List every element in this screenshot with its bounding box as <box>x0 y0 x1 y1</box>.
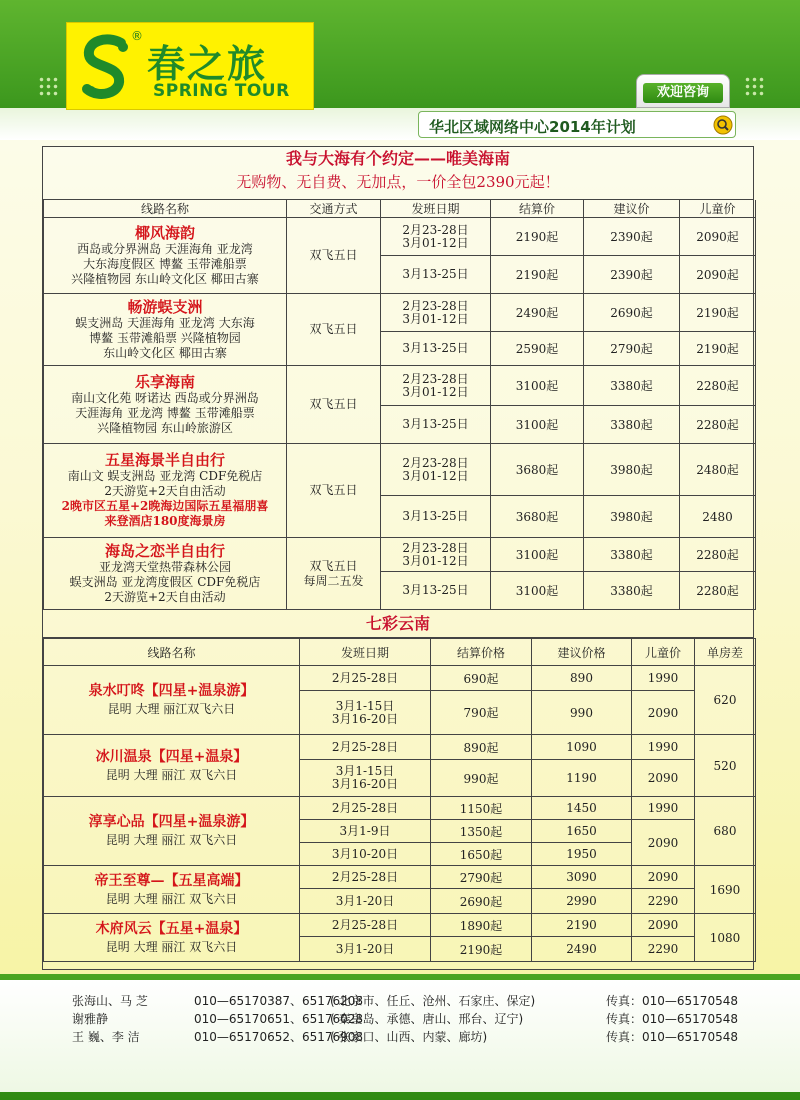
transport-text: 双飞五日 <box>309 322 358 336</box>
departure-date: 2月25-28日 <box>331 800 399 815</box>
departure-date: 3月16-20日 <box>331 711 399 726</box>
route-name: 木府风云【五星+温泉】 <box>95 920 248 937</box>
settle-price: 3680起 <box>491 444 584 496</box>
route-row <box>44 866 756 889</box>
child-price: 2290 <box>632 889 695 914</box>
route-name: 五星海景半自由行 <box>104 451 225 469</box>
departure-date: 3月01-12日 <box>402 384 469 399</box>
settle-price: 2490起 <box>491 294 584 332</box>
suggest-price: 1090 <box>532 735 632 760</box>
departure-date: 2月23-28日 <box>402 455 469 470</box>
settle-price: 2190起 <box>491 256 584 294</box>
settle-price: 2190起 <box>491 218 584 256</box>
child-price: 2090 <box>632 820 695 866</box>
single-room-supplement: 1080 <box>695 914 756 962</box>
contact-areas: ( 张家口、山西、内蒙、廊坊) <box>330 1030 488 1044</box>
route-cell <box>44 797 300 866</box>
child-price: 1990 <box>632 735 695 760</box>
departure-date: 3月1-15日 <box>335 698 395 713</box>
route-name: 海岛之恋半自由行 <box>104 541 225 560</box>
departure-date: 3月13-25日 <box>402 417 469 431</box>
transport-text: 双飞五日 <box>309 248 358 262</box>
route-itinerary: 昆明 大理 丽江 双飞六日 <box>105 833 238 847</box>
suggest-price: 3090 <box>532 866 632 889</box>
departure-dates <box>381 444 491 496</box>
column-header: 儿童价 <box>632 639 695 666</box>
departure-dates <box>300 797 431 820</box>
contact-panel <box>0 980 800 1092</box>
route-attractions: 亚龙湾天堂热带森林公园 <box>98 559 231 574</box>
route-cell <box>44 294 287 366</box>
departure-dates <box>300 937 431 962</box>
departure-date: 2月23-28日 <box>402 298 469 313</box>
departure-date: 3月01-12日 <box>402 553 469 568</box>
route-name: 帝王至尊—【五星高端】 <box>94 872 249 889</box>
departure-date: 3月1-9日 <box>339 823 391 838</box>
hainan-table <box>43 200 756 610</box>
spring-tour-logo-icon <box>77 33 137 101</box>
transport-cell <box>287 218 381 294</box>
departure-dates <box>381 218 491 256</box>
settle-price: 3100起 <box>491 572 584 610</box>
child-price: 2280起 <box>680 366 756 406</box>
settle-price: 3100起 <box>491 538 584 572</box>
suggest-price: 3380起 <box>584 366 680 406</box>
contact-phones: 010—65170387、65176208 <box>194 994 364 1008</box>
column-header: 儿童价 <box>680 200 756 218</box>
suggest-price: 2190 <box>532 914 632 937</box>
route-cell <box>44 666 300 735</box>
column-header: 发班日期 <box>381 200 491 218</box>
departure-date: 2月23-28日 <box>402 540 469 555</box>
departure-dates <box>300 735 431 760</box>
route-row <box>44 294 756 332</box>
route-name: 椰风海韵 <box>134 223 195 242</box>
route-itinerary: 昆明 大理 丽江双飞六日 <box>107 702 236 716</box>
departure-date: 3月01-12日 <box>402 235 469 250</box>
departure-date: 3月1-15日 <box>335 764 395 778</box>
itinerary-board <box>42 146 754 970</box>
suggest-price: 1450 <box>532 797 632 820</box>
transport-text: 每周二五发 <box>303 573 364 588</box>
departure-dates <box>300 914 431 937</box>
contact-row <box>0 1010 800 1026</box>
welcome-consult-button[interactable] <box>636 74 730 108</box>
suggest-price: 890 <box>532 666 632 691</box>
contact-names: 谢雅静 <box>72 1012 109 1026</box>
suggest-price: 3380起 <box>584 572 680 610</box>
suggest-price: 3380起 <box>584 538 680 572</box>
route-attractions: 兴隆植物园 东山岭文化区 椰田古寨 <box>71 271 259 286</box>
route-attractions: 西岛或分界洲岛 天涯海角 亚龙湾 <box>77 241 253 256</box>
route-name: 乐享海南 <box>134 372 195 391</box>
route-name: 淳享心品【四星+温泉游】 <box>88 814 255 830</box>
route-cell <box>44 914 300 962</box>
column-header: 结算价格 <box>431 639 532 666</box>
plan-title: 华北区域网络中心2014年计划 <box>429 118 636 136</box>
departure-dates <box>300 666 431 691</box>
departure-dates <box>300 843 431 866</box>
departure-date: 3月10-20日 <box>331 846 399 861</box>
settle-price: 990起 <box>431 760 532 797</box>
departure-dates <box>381 406 491 444</box>
contact-row <box>0 992 800 1008</box>
route-attractions: 蜈支洲岛 天涯海角 亚龙湾 大东海 <box>75 315 255 330</box>
contact-row <box>0 1028 800 1044</box>
suggest-price: 2990 <box>532 889 632 914</box>
contact-names: 王 巍、李 洁 <box>72 1030 140 1044</box>
settle-price: 1350起 <box>431 820 532 843</box>
yunnan-header-row <box>44 639 756 666</box>
suggest-price: 990 <box>532 691 632 735</box>
plan-bar <box>418 111 736 138</box>
child-price: 2290 <box>632 937 695 962</box>
child-price: 1990 <box>632 666 695 691</box>
suggest-price: 2390起 <box>584 218 680 256</box>
route-row <box>44 666 756 691</box>
route-cell <box>44 444 287 538</box>
route-name: 冰川温泉【四星+温泉】 <box>95 748 248 765</box>
route-cell <box>44 866 300 914</box>
settle-price: 2590起 <box>491 332 584 366</box>
header <box>0 0 800 140</box>
column-header: 建议价 <box>584 200 680 218</box>
route-attractions: 南山文化苑 呀诺达 西岛或分界洲岛 <box>71 390 259 405</box>
route-itinerary: 昆明 大理 丽江 双飞六日 <box>105 891 238 906</box>
departure-date: 2月25-28日 <box>331 670 399 685</box>
departure-date: 3月01-12日 <box>402 468 469 483</box>
suggest-price: 2790起 <box>584 332 680 366</box>
contact-phones: 010—65170652、65176908 <box>194 1030 364 1044</box>
departure-date: 3月1-20日 <box>335 941 395 956</box>
departure-date: 3月13-25日 <box>402 267 469 281</box>
column-header: 发班日期 <box>300 639 431 666</box>
transport-text: 双飞五日 <box>309 397 358 411</box>
suggest-price: 3380起 <box>584 406 680 444</box>
contact-names: 张海山、马 芝 <box>72 994 148 1008</box>
welcome-consult-label: 欢迎咨询 <box>643 83 723 103</box>
departure-date: 3月16-20日 <box>331 777 399 791</box>
contact-fax: 传真：010—65170548 <box>606 994 738 1008</box>
departure-dates <box>381 366 491 406</box>
route-cell <box>44 366 287 444</box>
route-attractions: 2天游览+2天自由活动 <box>104 484 226 498</box>
departure-date: 2月25-28日 <box>331 739 399 754</box>
hainan-header-row <box>44 200 756 218</box>
departure-date: 3月13-25日 <box>402 341 469 355</box>
route-attractions: 兴隆植物园 东山岭旅游区 <box>97 420 233 435</box>
child-price: 2280起 <box>680 572 756 610</box>
route-row <box>44 914 756 937</box>
suggest-price: 2490 <box>532 937 632 962</box>
contact-phones: 010—65170651、65176028 <box>194 1012 364 1026</box>
departure-dates <box>381 496 491 538</box>
route-hotel-note: 2晚市区五星+2晚海边国际五星福朋喜 <box>61 499 269 513</box>
route-row <box>44 735 756 760</box>
column-header: 建议价格 <box>532 639 632 666</box>
route-attractions: 南山文 蜈支洲岛 亚龙湾 CDF免税店 <box>67 469 263 483</box>
departure-date: 2月23-28日 <box>402 371 469 386</box>
logo <box>66 22 314 110</box>
child-price: 2090 <box>632 914 695 937</box>
departure-dates <box>381 256 491 294</box>
route-itinerary: 昆明 大理 丽江 双飞六日 <box>105 767 238 782</box>
departure-date: 2月25-28日 <box>331 869 399 884</box>
departure-dates <box>381 572 491 610</box>
transport-text: 双飞五日 <box>309 483 358 497</box>
single-room-supplement: 1690 <box>695 866 756 914</box>
logo-chinese-text: 春之旅 <box>147 41 268 86</box>
logo-english-text: SPRING TOUR <box>153 81 290 101</box>
settle-price: 3680起 <box>491 496 584 538</box>
route-attractions: 蜈支洲岛 亚龙湾度假区 CDF免税店 <box>69 574 261 589</box>
suggest-price: 1190 <box>532 760 632 797</box>
departure-dates <box>381 332 491 366</box>
transport-cell <box>287 294 381 366</box>
departure-dates <box>381 294 491 332</box>
single-room-supplement: 520 <box>695 735 756 797</box>
departure-date: 2月23-28日 <box>402 222 469 237</box>
departure-date: 3月01-12日 <box>402 311 469 326</box>
footer <box>0 974 800 1100</box>
column-header: 交通方式 <box>287 200 381 218</box>
departure-dates <box>300 820 431 843</box>
yunnan-table <box>43 638 756 962</box>
child-price: 2480 <box>680 496 756 538</box>
departure-dates <box>300 866 431 889</box>
suggest-price: 1950 <box>532 843 632 866</box>
child-price: 2090 <box>632 760 695 797</box>
departure-dates <box>300 889 431 914</box>
route-cell <box>44 538 287 610</box>
child-price: 2280起 <box>680 538 756 572</box>
departure-dates <box>300 760 431 797</box>
departure-date: 3月13-25日 <box>402 509 469 523</box>
contact-fax: 传真：010—65170548 <box>606 1012 738 1026</box>
settle-price: 3100起 <box>491 406 584 444</box>
child-price: 2090起 <box>680 218 756 256</box>
column-header: 单房差 <box>695 639 756 666</box>
route-row <box>44 797 756 820</box>
route-row <box>44 366 756 406</box>
route-attractions: 博鳌 玉带滩船票 兴隆植物园 <box>89 330 241 345</box>
hainan-subtitle: 无购物、无自费、无加点，一价全包2390元起！ <box>236 173 560 191</box>
child-price: 2090 <box>632 866 695 889</box>
child-price: 2090 <box>632 691 695 735</box>
search-icon[interactable] <box>713 115 733 135</box>
child-price: 2190起 <box>680 332 756 366</box>
settle-price: 690起 <box>431 666 532 691</box>
dots-decoration-right <box>744 76 766 98</box>
registered-mark: ® <box>131 29 143 43</box>
settle-price: 3100起 <box>491 366 584 406</box>
child-price: 1990 <box>632 797 695 820</box>
hainan-title: 我与大海有个约定——唯美海南 <box>285 149 510 168</box>
settle-price: 2690起 <box>431 889 532 914</box>
column-header: 线路名称 <box>44 200 287 218</box>
child-price: 2280起 <box>680 406 756 444</box>
route-name: 泉水叮咚【四星+温泉游】 <box>88 683 255 699</box>
suggest-price: 3980起 <box>584 496 680 538</box>
suggest-price: 2690起 <box>584 294 680 332</box>
transport-cell <box>287 538 381 610</box>
route-attractions: 2天游览+2天自由活动 <box>104 589 226 604</box>
contact-fax: 传真：010—65170548 <box>606 1030 738 1044</box>
child-price: 2090起 <box>680 256 756 294</box>
departure-date: 2月25-28日 <box>331 917 399 932</box>
route-cell <box>44 218 287 294</box>
route-itinerary: 昆明 大理 丽江 双飞六日 <box>105 939 238 954</box>
column-header: 结算价 <box>491 200 584 218</box>
suggest-price: 2390起 <box>584 256 680 294</box>
settle-price: 1650起 <box>431 843 532 866</box>
settle-price: 1150起 <box>431 797 532 820</box>
route-row <box>44 538 756 572</box>
settle-price: 790起 <box>431 691 532 735</box>
settle-price: 2790起 <box>431 866 532 889</box>
route-cell <box>44 735 300 797</box>
suggest-price: 3980起 <box>584 444 680 496</box>
single-room-supplement: 680 <box>695 797 756 866</box>
contact-areas: ( 秦皇岛、承德、唐山、邢台、辽宁) <box>330 1012 524 1026</box>
route-hotel-note: 来登酒店180度海景房 <box>104 514 226 528</box>
settle-price: 2190起 <box>431 937 532 962</box>
column-header: 线路名称 <box>44 639 300 666</box>
single-room-supplement: 620 <box>695 666 756 735</box>
route-attractions: 大东海度假区 博鳌 玉带滩船票 <box>83 256 247 271</box>
dots-decoration-left <box>38 76 60 98</box>
suggest-price: 1650 <box>532 820 632 843</box>
transport-cell <box>287 366 381 444</box>
route-row <box>44 218 756 256</box>
settle-price: 1890起 <box>431 914 532 937</box>
departure-date: 3月1-20日 <box>335 893 395 908</box>
contact-areas: ( 北京市、任丘、沧州、石家庄、保定) <box>330 994 536 1008</box>
route-name: 畅游蜈支洲 <box>127 297 203 316</box>
departure-date: 3月13-25日 <box>402 583 469 597</box>
route-attractions: 天涯海角 亚龙湾 博鳌 玉带滩船票 <box>75 405 255 420</box>
settle-price: 890起 <box>431 735 532 760</box>
departure-dates <box>300 691 431 735</box>
route-row <box>44 444 756 496</box>
route-attractions: 东山岭文化区 椰田古寨 <box>103 345 227 360</box>
child-price: 2480起 <box>680 444 756 496</box>
transport-text: 双飞五日 <box>309 558 358 573</box>
departure-dates <box>381 538 491 572</box>
yunnan-title: 七彩云南 <box>43 610 753 638</box>
hainan-header <box>43 147 753 200</box>
child-price: 2190起 <box>680 294 756 332</box>
transport-cell <box>287 444 381 538</box>
